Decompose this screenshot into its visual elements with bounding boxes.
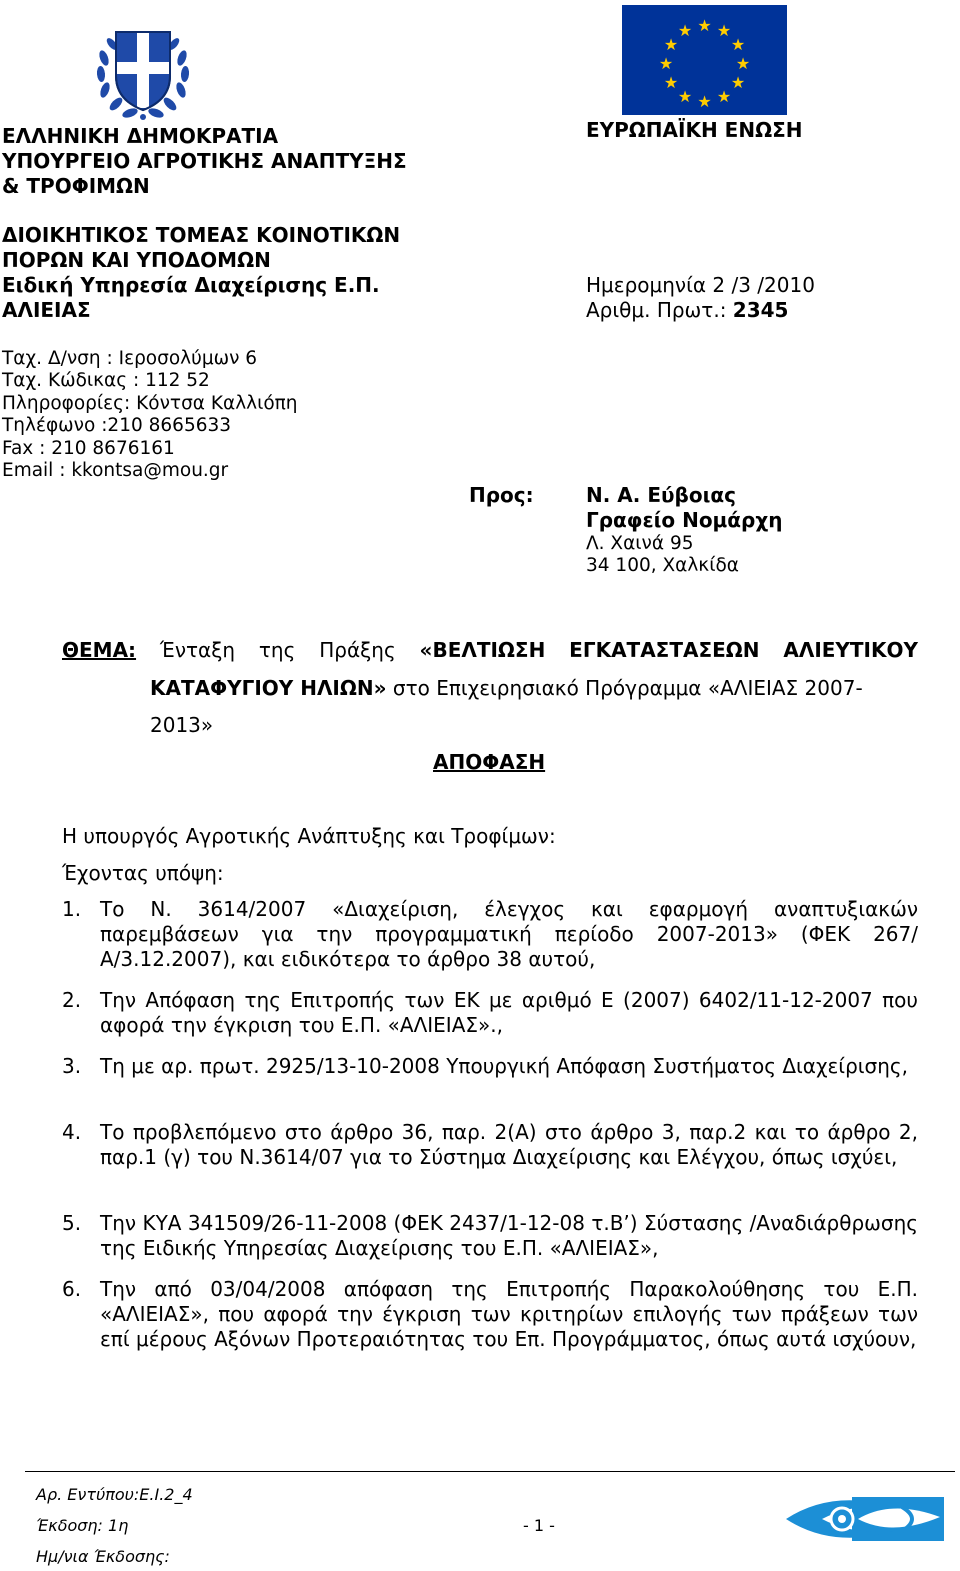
subject-line3: 2013» — [150, 713, 214, 737]
svg-text:★: ★ — [735, 54, 751, 73]
subject-program: στο Επιχειρησιακό Πρόγραμμα «ΑΛΙΕΙΑΣ 2007- — [386, 676, 863, 700]
recipient-name: Ν. Α. Εύβοιας — [586, 483, 736, 507]
header-sector-line1: ΔΙΟΙΚΗΤΙΚΟΣ ΤΟΜΕΑΣ ΚΟΙΝΟΤΙΚΩΝ — [2, 223, 401, 247]
header-ministry-line1: ΕΛΛΗΝΙΚΗ ΔΗΜΟΚΡΑΤΙΑ — [2, 124, 279, 148]
subject-word: «ΒΕΛΤΙΩΣΗ — [419, 638, 546, 662]
contact-fax: Fax : 210 8676161 — [2, 438, 175, 459]
svg-text:★: ★ — [663, 73, 679, 92]
eu-label: ΕΥΡΩΠΑΪΚΗ ΕΝΩΣΗ — [586, 118, 803, 142]
footer-edition-date: Ημ/νια Έκδοσης: — [36, 1547, 170, 1566]
eu-flag — [622, 5, 787, 115]
item-text: Την Απόφαση της Επιτροπής των ΕΚ με αριθμό Ε (2007) 6402/11-12-2007 που αφορά την έγκριση του Ε.Π. «ΑΛΙΕΙΑΣ»., — [100, 988, 918, 1037]
svg-text:★: ★ — [677, 87, 693, 106]
item-number: 1. — [62, 897, 82, 921]
item-number: 5. — [62, 1211, 82, 1235]
recipient-city: 34 100, Χαλκίδα — [586, 555, 739, 576]
header-service-line1: Ειδική Υπηρεσία Διαχείρισης Ε.Π. — [2, 273, 380, 297]
subject-line2 — [150, 674, 863, 702]
greek-emblem — [92, 18, 194, 122]
svg-text:★: ★ — [658, 54, 674, 73]
subject-word: Πράξης — [319, 638, 396, 662]
footer-divider — [25, 1471, 955, 1472]
protocol-value: 2345 — [732, 298, 789, 322]
item-text: Το Ν. 3614/2007 «Διαχείριση, έλεγχος και εφαρμογή αναπτυξιακών παρεμβάσεων για την προγραμματική περίοδο 2007-2013» (ΦΕΚ 267/Α/3.12.2007), και ειδικότερα το άρθρο 38 αυτού, — [100, 897, 918, 971]
footer-edition: Έκδοση: 1η — [36, 1516, 129, 1535]
svg-text:★: ★ — [697, 16, 712, 35]
header-sector-line2: ΠΟΡΩΝ ΚΑΙ ΥΠΟΔΟΜΩΝ — [2, 248, 271, 272]
svg-text:★: ★ — [716, 21, 732, 40]
item-number: 3. — [62, 1054, 82, 1078]
considering-label: Έχοντας υπόψη: — [62, 861, 224, 885]
header-service-line2: ΑΛΙΕΙΑΣ — [2, 298, 91, 322]
header-ministry-line3: & ΤΡΟΦΙΜΩΝ — [2, 174, 150, 198]
recipient-label: Προς: — [469, 483, 534, 507]
subject-label: ΘΕΜΑ: — [62, 638, 137, 662]
recipient-office: Γραφείο Νομάρχη — [586, 508, 783, 532]
svg-text:★: ★ — [730, 35, 746, 54]
contact-phone: Τηλέφωνο :210 8665633 — [2, 415, 232, 436]
svg-text:★: ★ — [730, 73, 746, 92]
svg-text:★: ★ — [716, 87, 732, 106]
subject-project: ΚΑΤΑΦΥΓΙΟΥ ΗΛΙΩΝ» — [150, 676, 387, 700]
subject-line1 — [62, 636, 918, 664]
svg-text:★: ★ — [677, 21, 693, 40]
item-text: Το προβλεπόμενο στο άρθρο 36, παρ. 2(Α) στο άρθρο 3, παρ.2 και το άρθρο 2, παρ.1 (γ) του Ν.3614/07 για το Σύστημα Διαχείρισης και Ελέγχου, όπως ισχύει, — [100, 1120, 918, 1169]
eye-logo — [782, 1493, 946, 1543]
protocol-label: Αριθμ. Πρωτ.: — [586, 298, 733, 322]
contact-info: Πληροφορίες: Κόντσα Καλλιόπη — [2, 393, 298, 414]
contact-address: Ταχ. Δ/νση : Ιεροσολύμων 6 — [2, 348, 258, 369]
item-number: 4. — [62, 1120, 82, 1144]
item-text: Την ΚΥΑ 341509/26-11-2008 (ΦΕΚ 2437/1-12-08 τ.Β’) Σύστασης /Αναδιάρθρωσης της Ειδικής Υπηρεσίας Διαχείρισης του Ε.Π. «ΑΛΙΕΙΑΣ», — [100, 1211, 918, 1260]
protocol-number — [586, 298, 788, 323]
recipient-street: Λ. Χαινά 95 — [586, 533, 694, 554]
footer-form-number: Αρ. Εντύπου:Ε.Ι.2_4 — [36, 1485, 193, 1504]
subject-word: ΕΓΚΑΤΑΣΤΑΣΕΩΝ — [569, 638, 760, 662]
subject-word: Ένταξη — [159, 638, 236, 662]
item-number: 2. — [62, 988, 82, 1012]
contact-email: Email : kkontsa@mou.gr — [2, 460, 229, 481]
document-date: Ημερομηνία 2 /3 /2010 — [586, 273, 815, 297]
item-text: Την από 03/04/2008 απόφαση της Επιτροπής Παρακολούθησης του Ε.Π. «ΑΛΙΕΙΑΣ», που αφορά την έγκριση των κριτηρίων επιλογής των πράξεων των επί μέρους Αξόνων Προτεραιότητας του Επ. Προγράμματος, όπως αυτά ισχύουν, — [100, 1277, 918, 1351]
header-ministry-line2: ΥΠΟΥΡΓΕΙΟ ΑΓΡΟΤΙΚΗΣ ΑΝΑΠΤΥΞΗΣ — [2, 149, 407, 173]
subject-word: ΑΛΙΕΥΤΙΚΟΥ — [783, 638, 918, 662]
page-number: - 1 - — [523, 1516, 555, 1535]
minister-intro: Η υπουργός Αγροτικής Ανάπτυξης και Τροφίμων: — [62, 824, 556, 848]
item-text: Τη με αρ. πρωτ. 2925/13-10-2008 Υπουργική Απόφαση Συστήματος Διαχείρισης, — [100, 1054, 908, 1078]
decision-title: ΑΠΟΦΑΣΗ — [433, 750, 546, 774]
svg-text:★: ★ — [663, 35, 679, 54]
subject-word: της — [258, 638, 296, 662]
contact-postal: Ταχ. Κώδικας : 112 52 — [2, 370, 210, 391]
svg-text:★: ★ — [697, 92, 712, 111]
item-number: 6. — [62, 1277, 82, 1301]
